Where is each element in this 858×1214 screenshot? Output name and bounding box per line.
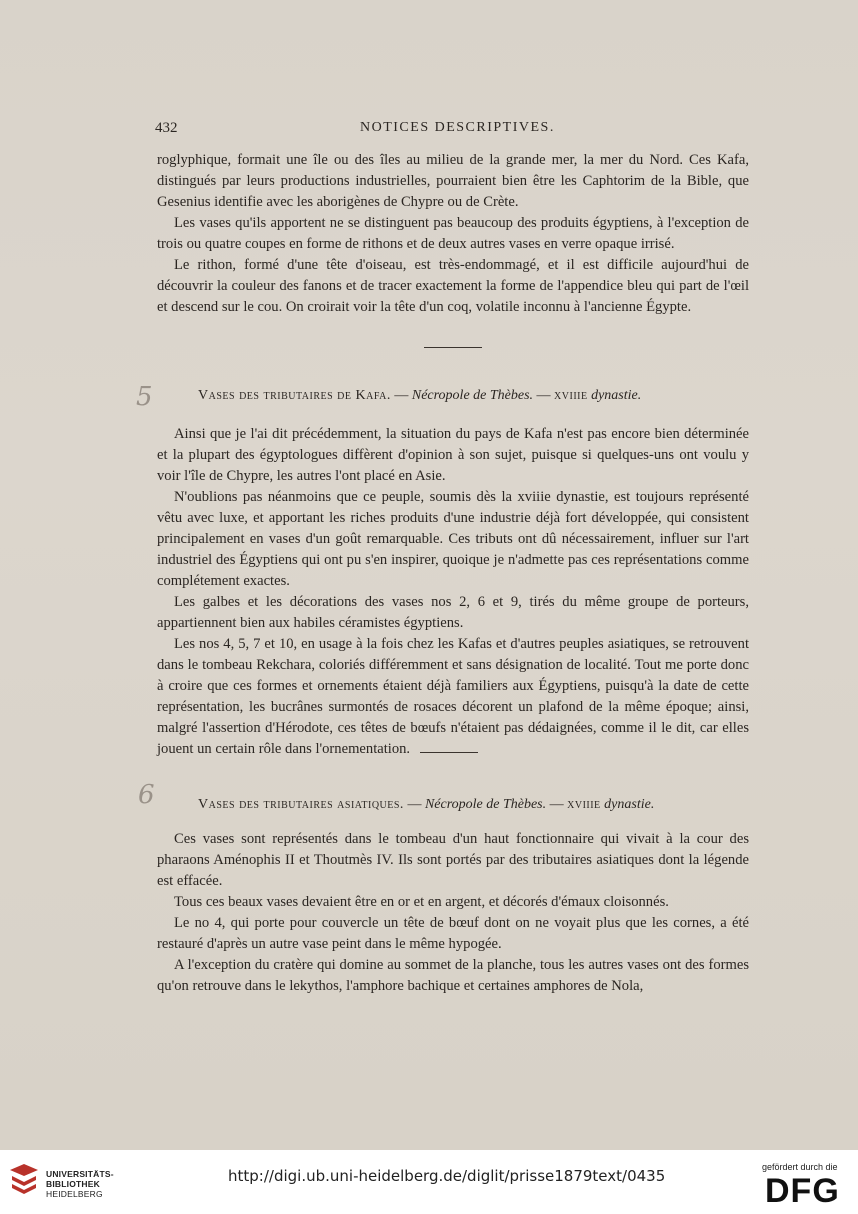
paragraph: Les vases qu'ils apportent ne se distinguent pas beaucoup des produits égyptiens, à l'exception de trois ou quatre coupes en forme de rithons et de deux autres vases en verre opaque irrisé. [157,215,749,252]
margin-note: 5 [136,382,153,412]
paragraph: Les nos 4, 5, 7 et 10, en usage à la fois chez les Kafas et d'autres peuples asiatiques, se retrouvent dans le tombeau Rekchara, coloriés différemment et sans désignation de localité. Tout me porte donc à croire que ces formes et ornements étaient déjà familiers aux Égyptiens, puisqu'à la date de cette représentation, les bucrânes surmontés de rosaces décorent un plafond de la même époque; ainsi, malgré l'assertion d'Hérodote, ces têtes de bœufs n'étaient pas dédaignées, comme il le dit, car elles jouent un certain rôle dans l'ornementation. [157,636,749,757]
paragraph: Tous ces beaux vases devaient être en or et en argent, et décorés d'émaux cloisonnés. [174,894,669,910]
heading-dash: — [403,797,425,812]
heading-dash: — [533,388,555,403]
section-2-text [157,829,749,997]
permalink-url[interactable]: http://digi.ub.uni-heidelberg.de/diglit/prisse1879text/0435 [228,1167,666,1185]
heading-title: Vases des tributaires de Kafa. [198,388,391,403]
section-heading [198,797,758,813]
heading-dynasty-number: xviiie [554,388,588,403]
heading-title: Vases des tributaires asiatiques. [198,797,404,812]
funded-by-label: gefördert durch die [762,1162,838,1172]
dfg-logo[interactable]: DFG [765,1172,840,1210]
footer-bar [0,1150,858,1214]
section-heading [198,388,758,404]
margin-note: 6 [138,780,155,810]
heading-dash: — [390,388,412,403]
paragraph: Le rithon, formé d'une tête d'oiseau, est très-endommagé, et il est difficile aujourd'hui de découvrir la couleur des fanons et de tracer exactement la forme de l'appendice bleu qui part de l'œil et descend sur le cou. On croirait voir la tête d'un coq, volatile inconnu à l'ancienne Égypte. [157,257,749,315]
heading-dynasty: dynastie. [587,388,642,403]
heading-dash: — [546,797,568,812]
page-header [155,118,755,140]
section-1-text [157,424,749,760]
uni-line-1: UNIVERSITÄTS- [46,1169,114,1179]
paragraph: Ainsi que je l'ai dit précédemment, la situation du pays de Kafa n'est pas encore bien déterminée et la plupart des égyptologues diffèrent d'opinion à son sujet, puisque si quelques-uns ont voulu y voir l'île de Chypre, les autres l'ont placé en Asie. [157,426,749,484]
section-divider [424,347,482,348]
heading-dynasty: dynastie. [600,797,655,812]
heading-place: Nécropole de Thèbes. [411,388,534,403]
uni-line-2: BIBLIOTHEK [46,1179,100,1189]
paragraph: N'oublions pas néanmoins que ce peuple, soumis dès la xviiie dynastie, est toujours représenté vêtu avec luxe, et apportant les riches produits d'une industrie déjà fort développée, qui consistent principalement en vases d'un goût remarquable. Ces tributs ont dû nécessairement, influer sur l'art industriel des Égyptiens qui ont pu s'en inspirer, quoique je n'admette pas ces représentations comme complétement exactes. [157,489,749,589]
paragraph: Ces vases sont représentés dans le tombeau d'un haut fonctionnaire qui vivait à la cour des pharaons Aménophis II et Thoutmès IV. Ils sont portés par des tributaires asiatiques dont la légende est effacée. [157,831,749,889]
paragraph: Le no 4, qui porte pour couvercle un tête de bœuf dont on ne voyait plus que les cornes, a été restauré d'après un autre vase peint dans le même hypogée. [157,915,749,952]
paragraph: Les galbes et les décorations des vases nos 2, 6 et 9, tirés du même groupe de porteurs, appartiennent bien aux habiles céramistes égyptiens. [157,594,749,631]
paragraph: A l'exception du cratère qui domine au sommet de la planche, tous les autres vases ont des formes qu'on retrouve dans le lekythos, l'amphore bachique et certaines amphores de Nola, [157,957,749,994]
university-library-logo[interactable] [8,1160,118,1204]
uni-line-3: HEIDELBERG [46,1189,103,1199]
library-emblem-icon [8,1162,40,1196]
heading-dynasty-number: xviiie [567,797,601,812]
section-divider [420,752,478,753]
running-title: NOTICES DESCRIPTIVES. [360,120,555,135]
heading-place: Nécropole de Thèbes. [424,797,547,812]
page-number: 432 [155,120,178,136]
university-name [46,1169,114,1199]
section-0-text [157,150,749,318]
paragraph: roglyphique, formait une île ou des îles au milieu de la grande mer, la mer du Nord. Ces Kafa, distingués par leurs productions industrielles, pourraient bien être les Caphtorim de la Bible, que Gesenius identifie avec les aborigènes de Chypre ou de Crète. [157,152,749,210]
